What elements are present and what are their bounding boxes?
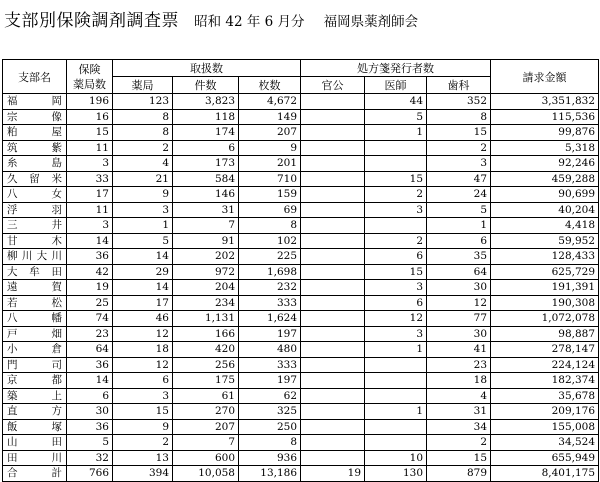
table-row: [3, 326, 599, 342]
insured-pharmacies-cell: 14: [67, 373, 113, 389]
table-row: [3, 404, 599, 420]
public-cell: [301, 264, 365, 280]
insured-pharmacies-cell: 3: [67, 156, 113, 172]
insured-pharmacies-cell: 766: [67, 466, 113, 482]
pharmacies-cell: 3: [113, 388, 173, 404]
cases-cell: 202: [173, 249, 239, 265]
dentists-cell: 352: [427, 94, 491, 110]
pharmacies-cell: 9: [113, 419, 173, 435]
pharmacies-cell: 14: [113, 280, 173, 296]
doctors-cell: 3: [365, 280, 427, 296]
table-row: [3, 373, 599, 389]
claim-amount-cell: 224,124: [491, 357, 599, 373]
dentists-cell: 41: [427, 342, 491, 358]
pharmacies-cell: 17: [113, 295, 173, 311]
doctors-cell: 1: [365, 125, 427, 141]
branch-name-cell: 大牟田: [3, 264, 67, 280]
period-label: 昭和 42 年 6 月分: [194, 14, 305, 30]
branch-name-cell: 田川: [3, 450, 67, 466]
sheets-cell: 102: [239, 233, 301, 249]
public-cell: [301, 357, 365, 373]
pharmacies-cell: 18: [113, 342, 173, 358]
dentists-cell: 18: [427, 373, 491, 389]
pharmacies-cell: 13: [113, 450, 173, 466]
insured-pharmacies-cell: 11: [67, 140, 113, 156]
branch-name-cell: 糸島: [3, 156, 67, 172]
sheets-cell: 13,186: [239, 466, 301, 482]
doctors-cell: 44: [365, 94, 427, 110]
public-cell: [301, 295, 365, 311]
public-cell: 19: [301, 466, 365, 482]
doctors-cell: 2: [365, 233, 427, 249]
insured-pharmacies-cell: 32: [67, 450, 113, 466]
dentists-cell: 31: [427, 404, 491, 420]
doctors-cell: [365, 140, 427, 156]
insured-pharmacies-cell: 3: [67, 218, 113, 234]
dentists-cell: 1: [427, 218, 491, 234]
cases-cell: 234: [173, 295, 239, 311]
sheets-cell: 480: [239, 342, 301, 358]
sheets-cell: 62: [239, 388, 301, 404]
table-row: [3, 233, 599, 249]
cases-cell: 10,058: [173, 466, 239, 482]
dentists-cell: 24: [427, 187, 491, 203]
table-row: [3, 357, 599, 373]
sheets-cell: 1,624: [239, 311, 301, 327]
cases-cell: 270: [173, 404, 239, 420]
pharmacies-cell: 5: [113, 233, 173, 249]
claim-amount-cell: 209,176: [491, 404, 599, 420]
public-cell: [301, 125, 365, 141]
public-cell: [301, 202, 365, 218]
insured-pharmacies-cell: 42: [67, 264, 113, 280]
header-insured-pharmacies: [67, 60, 113, 94]
claim-amount-cell: 459,288: [491, 171, 599, 187]
sheets-cell: 197: [239, 373, 301, 389]
doctors-cell: [365, 357, 427, 373]
sheets-cell: 8: [239, 218, 301, 234]
claim-amount-cell: 625,729: [491, 264, 599, 280]
sheets-cell: 4,672: [239, 94, 301, 110]
claim-amount-cell: 3,351,832: [491, 94, 599, 110]
doctors-cell: 5: [365, 109, 427, 125]
insured-pharmacies-cell: 25: [67, 295, 113, 311]
sheets-cell: 710: [239, 171, 301, 187]
pharmacies-cell: 2: [113, 140, 173, 156]
claim-amount-cell: 90,699: [491, 187, 599, 203]
insured-pharmacies-cell: 5: [67, 435, 113, 451]
doctors-cell: [365, 373, 427, 389]
public-cell: [301, 419, 365, 435]
public-cell: [301, 233, 365, 249]
claim-amount-cell: 34,524: [491, 435, 599, 451]
dentists-cell: 64: [427, 264, 491, 280]
cases-cell: 175: [173, 373, 239, 389]
table-row: [3, 218, 599, 234]
insured-pharmacies-cell: 19: [67, 280, 113, 296]
header-cases: 件数: [173, 77, 239, 94]
pharmacies-cell: 46: [113, 311, 173, 327]
table-row: [3, 249, 599, 265]
insured-pharmacies-cell: 36: [67, 419, 113, 435]
doctors-cell: 3: [365, 326, 427, 342]
branch-name-cell: 小倉: [3, 342, 67, 358]
doctors-cell: [365, 218, 427, 234]
sheets-cell: 1,698: [239, 264, 301, 280]
claim-amount-cell: 98,887: [491, 326, 599, 342]
doctors-cell: 6: [365, 249, 427, 265]
claim-amount-cell: 40,204: [491, 202, 599, 218]
sheets-cell: 8: [239, 435, 301, 451]
public-cell: [301, 311, 365, 327]
table-row: [3, 342, 599, 358]
sheets-cell: 936: [239, 450, 301, 466]
claim-amount-cell: 155,008: [491, 419, 599, 435]
claim-amount-cell: 59,952: [491, 233, 599, 249]
cases-cell: 420: [173, 342, 239, 358]
public-cell: [301, 171, 365, 187]
sheets-cell: 69: [239, 202, 301, 218]
dentists-cell: 3: [427, 156, 491, 172]
doctors-cell: 130: [365, 466, 427, 482]
dentists-cell: 30: [427, 280, 491, 296]
table-row: [3, 435, 599, 451]
claim-amount-cell: 1,072,078: [491, 311, 599, 327]
insured-pharmacies-cell: 33: [67, 171, 113, 187]
header-doctors: 医師: [365, 77, 427, 94]
insured-pharmacies-cell: 30: [67, 404, 113, 420]
header-pharmacies: 薬局: [113, 77, 173, 94]
insured-pharmacies-cell: 36: [67, 357, 113, 373]
branch-name-cell: 甘木: [3, 233, 67, 249]
header-public: 官公: [301, 77, 365, 94]
association-label: 福岡県薬剤師会: [323, 14, 419, 30]
doctors-cell: 1: [365, 404, 427, 420]
cases-cell: 972: [173, 264, 239, 280]
doctors-cell: 3: [365, 202, 427, 218]
table-row: [3, 295, 599, 311]
dentists-cell: 12: [427, 295, 491, 311]
dentists-cell: 35: [427, 249, 491, 265]
public-cell: [301, 373, 365, 389]
claim-amount-cell: 99,876: [491, 125, 599, 141]
insured-pharmacies-cell: 15: [67, 125, 113, 141]
branch-name-cell: 築上: [3, 388, 67, 404]
branch-name-cell: 八幡: [3, 311, 67, 327]
table-row: [3, 140, 599, 156]
document-title-row: [4, 6, 596, 36]
header-sheets: 枚数: [239, 77, 301, 94]
branch-name-cell: 筑紫: [3, 140, 67, 156]
sheets-cell: 232: [239, 280, 301, 296]
doctors-cell: 10: [365, 450, 427, 466]
branch-name-cell: 久留米: [3, 171, 67, 187]
pharmacies-cell: 6: [113, 373, 173, 389]
table-row: [3, 419, 599, 435]
claim-amount-cell: 5,318: [491, 140, 599, 156]
pharmacies-cell: 12: [113, 326, 173, 342]
public-cell: [301, 342, 365, 358]
dentists-cell: 8: [427, 109, 491, 125]
cases-cell: 600: [173, 450, 239, 466]
public-cell: [301, 326, 365, 342]
sheets-cell: 197: [239, 326, 301, 342]
pharmacies-cell: 21: [113, 171, 173, 187]
dentists-cell: 15: [427, 450, 491, 466]
doctors-cell: [365, 419, 427, 435]
pharmacies-cell: 123: [113, 94, 173, 110]
branch-name-cell: 宗像: [3, 109, 67, 125]
table-row: [3, 94, 599, 110]
pharmacies-cell: 1: [113, 218, 173, 234]
dentists-cell: 23: [427, 357, 491, 373]
branch-name-cell: 八女: [3, 187, 67, 203]
pharmacies-cell: 8: [113, 125, 173, 141]
claim-amount-cell: 182,374: [491, 373, 599, 389]
sheets-cell: 325: [239, 404, 301, 420]
dentists-cell: 47: [427, 171, 491, 187]
doctors-cell: [365, 156, 427, 172]
table-body: [3, 94, 599, 482]
doctors-cell: 1: [365, 342, 427, 358]
branch-name-cell: 遠賀: [3, 280, 67, 296]
insured-pharmacies-cell: 11: [67, 202, 113, 218]
sheets-cell: 159: [239, 187, 301, 203]
dentists-cell: 77: [427, 311, 491, 327]
table-row: [3, 311, 599, 327]
claim-amount-cell: 128,433: [491, 249, 599, 265]
branch-name-cell: 粕屋: [3, 125, 67, 141]
cases-cell: 173: [173, 156, 239, 172]
insured-pharmacies-cell: 23: [67, 326, 113, 342]
cases-cell: 7: [173, 218, 239, 234]
dentists-cell: 879: [427, 466, 491, 482]
table-row: [3, 109, 599, 125]
insured-pharmacies-cell: 16: [67, 109, 113, 125]
public-cell: [301, 109, 365, 125]
doctors-cell: 15: [365, 264, 427, 280]
total-row: [3, 466, 599, 482]
branch-name-cell: 山田: [3, 435, 67, 451]
claim-amount-cell: 655,949: [491, 450, 599, 466]
doctors-cell: 12: [365, 311, 427, 327]
sheets-cell: 333: [239, 357, 301, 373]
insured-pharmacies-cell: 6: [67, 388, 113, 404]
header-branch: 支部名: [3, 60, 67, 94]
dentists-cell: 4: [427, 388, 491, 404]
cases-cell: 146: [173, 187, 239, 203]
public-cell: [301, 388, 365, 404]
table-row: [3, 187, 599, 203]
dentists-cell: 2: [427, 435, 491, 451]
cases-cell: 3,823: [173, 94, 239, 110]
table-row: [3, 171, 599, 187]
branch-name-cell: 門司: [3, 357, 67, 373]
insured-pharmacies-cell: 36: [67, 249, 113, 265]
cases-cell: 207: [173, 419, 239, 435]
claim-amount-cell: 191,391: [491, 280, 599, 296]
cases-cell: 204: [173, 280, 239, 296]
sheets-cell: 9: [239, 140, 301, 156]
cases-cell: 6: [173, 140, 239, 156]
sheets-cell: 207: [239, 125, 301, 141]
table-row: [3, 388, 599, 404]
sheets-cell: 225: [239, 249, 301, 265]
branch-name-cell: 福岡: [3, 94, 67, 110]
pharmacies-cell: 15: [113, 404, 173, 420]
public-cell: [301, 156, 365, 172]
dentists-cell: 6: [427, 233, 491, 249]
cases-cell: 584: [173, 171, 239, 187]
public-cell: [301, 187, 365, 203]
header-insured-pharmacies-label: 保険 薬局数: [73, 62, 106, 91]
branch-name-cell: 浮羽: [3, 202, 67, 218]
pharmacies-cell: 14: [113, 249, 173, 265]
sheets-cell: 333: [239, 295, 301, 311]
pharmacies-cell: 9: [113, 187, 173, 203]
table-row: [3, 264, 599, 280]
sheets-cell: 250: [239, 419, 301, 435]
pharmacies-cell: 4: [113, 156, 173, 172]
dentists-cell: 2: [427, 140, 491, 156]
survey-table: [2, 59, 599, 482]
pharmacies-cell: 12: [113, 357, 173, 373]
doctors-cell: [365, 435, 427, 451]
cases-cell: 174: [173, 125, 239, 141]
pharmacies-cell: 3: [113, 202, 173, 218]
claim-amount-cell: 4,418: [491, 218, 599, 234]
pharmacies-cell: 394: [113, 466, 173, 482]
cases-cell: 256: [173, 357, 239, 373]
header-claim-amount: 請求金額: [491, 60, 599, 94]
public-cell: [301, 140, 365, 156]
doctors-cell: 6: [365, 295, 427, 311]
doctors-cell: 2: [365, 187, 427, 203]
table-row: [3, 156, 599, 172]
pharmacies-cell: 2: [113, 435, 173, 451]
public-cell: [301, 280, 365, 296]
insured-pharmacies-cell: 74: [67, 311, 113, 327]
sheets-cell: 149: [239, 109, 301, 125]
branch-name-cell: 直方: [3, 404, 67, 420]
pharmacies-cell: 8: [113, 109, 173, 125]
claim-amount-cell: 8,401,175: [491, 466, 599, 482]
branch-name-cell: 合計: [3, 466, 67, 482]
public-cell: [301, 94, 365, 110]
cases-cell: 91: [173, 233, 239, 249]
sheets-cell: 201: [239, 156, 301, 172]
insured-pharmacies-cell: 64: [67, 342, 113, 358]
doctors-cell: [365, 388, 427, 404]
insured-pharmacies-cell: 196: [67, 94, 113, 110]
public-cell: [301, 450, 365, 466]
dentists-cell: 5: [427, 202, 491, 218]
table-row: [3, 202, 599, 218]
doctors-cell: 15: [365, 171, 427, 187]
table-row: [3, 280, 599, 296]
insured-pharmacies-cell: 17: [67, 187, 113, 203]
document-title: 支部別保険調剤調査票: [4, 11, 179, 31]
header-prescribers: 処方箋発行者数: [301, 60, 491, 77]
branch-name-cell: 京都: [3, 373, 67, 389]
branch-name-cell: 飯塚: [3, 419, 67, 435]
claim-amount-cell: 92,246: [491, 156, 599, 172]
claim-amount-cell: 278,147: [491, 342, 599, 358]
claim-amount-cell: 35,678: [491, 388, 599, 404]
claim-amount-cell: 115,536: [491, 109, 599, 125]
branch-name-cell: 戸畑: [3, 326, 67, 342]
cases-cell: 7: [173, 435, 239, 451]
table-row: [3, 450, 599, 466]
public-cell: [301, 218, 365, 234]
header-handled: 取扱数: [113, 60, 301, 77]
cases-cell: 1,131: [173, 311, 239, 327]
table-row: [3, 125, 599, 141]
cases-cell: 61: [173, 388, 239, 404]
dentists-cell: 34: [427, 419, 491, 435]
cases-cell: 118: [173, 109, 239, 125]
dentists-cell: 15: [427, 125, 491, 141]
dentists-cell: 30: [427, 326, 491, 342]
branch-name-cell: 柳川大川: [3, 249, 67, 265]
public-cell: [301, 404, 365, 420]
public-cell: [301, 435, 365, 451]
branch-name-cell: 三井: [3, 218, 67, 234]
cases-cell: 31: [173, 202, 239, 218]
pharmacies-cell: 29: [113, 264, 173, 280]
claim-amount-cell: 190,308: [491, 295, 599, 311]
branch-name-cell: 若松: [3, 295, 67, 311]
header-dentists: 歯科: [427, 77, 491, 94]
insured-pharmacies-cell: 14: [67, 233, 113, 249]
cases-cell: 166: [173, 326, 239, 342]
public-cell: [301, 249, 365, 265]
